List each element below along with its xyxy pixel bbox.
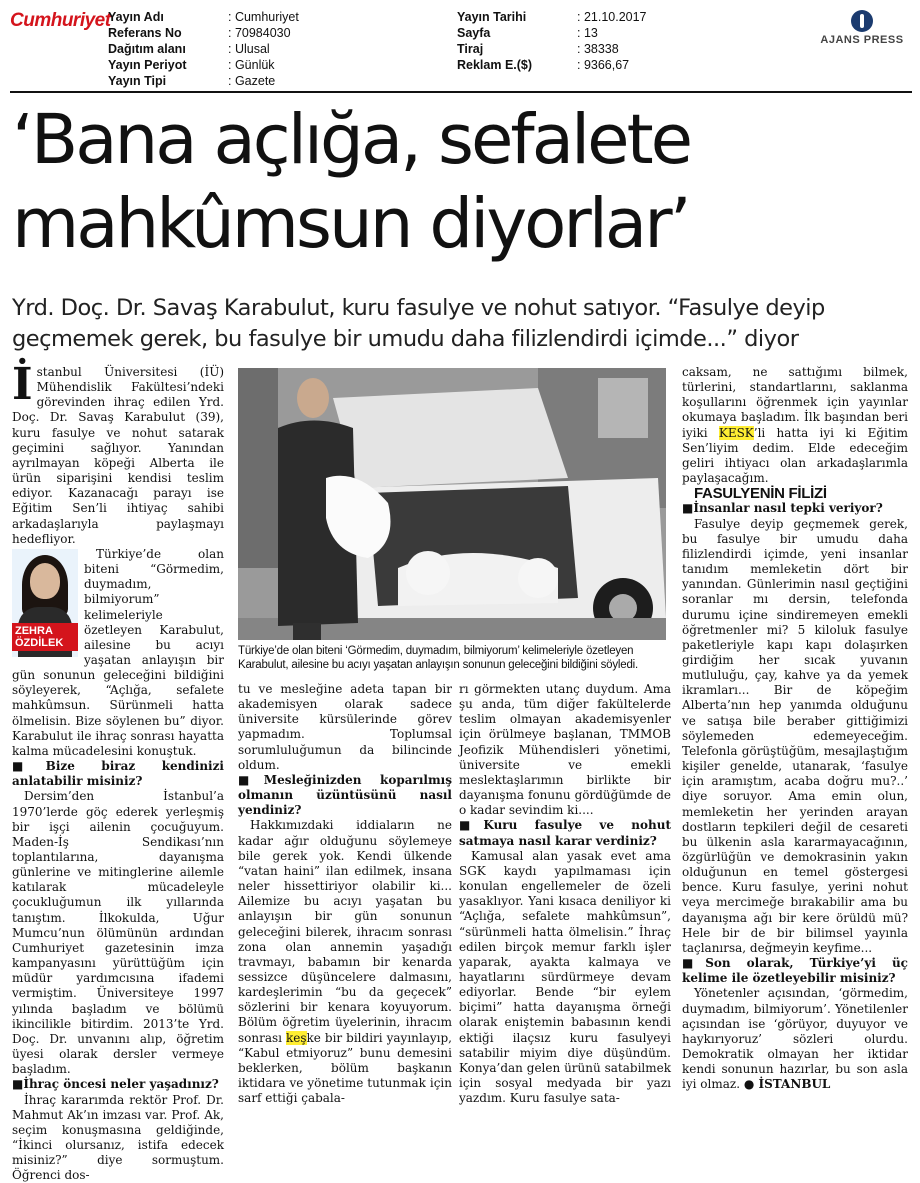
ajans-press-label: AJANS PRESS	[812, 34, 912, 46]
paragraph	[238, 818, 452, 1106]
paragraph: tu ve mesleğine adeta tapan bir akademisyen olarak sadece üniversite kürsülerinde görev yapmadım. Toplumsal sorumluluğumun da bilincinde oldum.	[238, 682, 452, 773]
headline	[12, 98, 912, 266]
paragraph: rı görmekten utanç duydum. Ama şu anda, tüm diğer fakültelerde teslim olmayan akademisyenler için örülmeye başlanan, TMMOB Jeofizik Mühendisleri yönetimi, üniversite ve emekli meslektaşlarımın birlikte bir dayanışma fonunu gördüğümde de o kadar sevindim ki....	[459, 682, 671, 818]
article-column-2	[238, 682, 452, 1106]
paragraph-text: Yönetenler açısından, ‘görmedim, duymadım, bilmiyorum’. Yönetilenler açısından ise ‘görüyor, duyuyor ve haykırıyoruz’ sözleri olurdu. Demokratik olmayan her iktidar kendi sonunun hazırlar, bu son asla iyi olmaz.	[682, 986, 908, 1091]
meta-key: Sayfa	[457, 25, 577, 41]
meta-value: : 9366,67	[577, 57, 629, 73]
meta-key: Yayın Adı	[108, 9, 228, 25]
meta-key: Yayın Periyot	[108, 57, 228, 73]
paragraph: Fasulye deyip geçmemek gerek, bu fasulye bir umudu daha filizlendirdi içimde, yeni insanlar tanıdım memleketin dört bir yanından. Günlerimin nasıl geçtiğini soranlar mı dersin, telefonda durumu içine sindiremeyen emekli öğretmenler mi? 5 kiloluk fasulye paketleriyle kapı kapı dolaşırken girdiğim her sıcak yuvanın mutluluğu, çay, kahve ya da yemek ikramları... Bir de köpeğim Alberta’nın hep yanımda olduğunu ve satışa bile beraber gittiğimizi söylemeden edemeyeceğim. Telefonla görüştüğüm, mesajlaştığım kişiler genelde, utanarak, ‘fasulye için aramıştım, acaba doğru mu?..’ diye soruyor. Ama emin olun, memleketin her yerinden arayan dostların tepkileri değil de cesareti bu ülkenin asla kararmayacağının, özgürlüğün ve demokrasinin yakın olduğunun en temel göstergesi bence. Kuru fasulye, yerini nohut veya mercimeğe bırakabilir ama bu dayanışma ağı bir kere örüldü mü? Hele bir de bir bilimsel yayınla taçlanırsa, değmeyin keyfime...	[682, 517, 908, 957]
paragraph: Kamusal alan yasak evet ama SGK kaydı yapılmaması için konulan engellemeler de özeli yasaklıyor. Yani kısaca deniliyor ki “Açlığa, sefalete mahkûmsun”, “sürünmeli hatta ölmelisin.” İhraç edilen birçok memur farklı işler yaparak, ayakta kalmaya ve hayatlarını sürdürmeye devam ediyorlar. Bende “bir eylem biçimi” hatta dayanışma örneği olarak eniştemin babasının kendi ektiği ilaçsız kuru fasulyeyi satabilir miyim diye düşündüm. Konya’dan gelen ürünü satabilmek için sosyal medyada bir yazı yazdım. Kuru fasulye sata-	[459, 849, 671, 1107]
paragraph	[682, 365, 908, 486]
article-column-1	[12, 365, 224, 1183]
highlighted-word: keş	[286, 1031, 307, 1045]
author-photo	[12, 549, 78, 657]
publication-meta-right	[457, 9, 647, 73]
meta-key: Yayın Tarihi	[457, 9, 577, 25]
ajans-press-logo	[812, 10, 912, 46]
question: ■ İnsanlar nasıl tepki veriyor?	[682, 501, 908, 516]
publication-meta-left	[108, 9, 299, 89]
subheading: FASULYENİN FİLİZİ	[682, 486, 908, 501]
highlighted-word: KESK	[719, 426, 754, 440]
paragraph-text: caksam, ne sattığımı bilmek, türlerini, standartlarını, saklanma koşullarını öğrenmek için yayınlar okumaya başladım. İlk başından beri iyiki	[682, 365, 908, 440]
headline-line-1: ‘Bana açlığa, sefalete	[12, 98, 912, 182]
meta-key: Reklam E.($)	[457, 57, 577, 73]
meta-key: Yayın Tipi	[108, 73, 228, 89]
meta-value: : Cumhuriyet	[228, 9, 299, 25]
ajans-press-icon	[851, 10, 873, 32]
paragraph: İhraç kararımda rektör Prof. Dr. Mahmut Ak’ın imzası var. Prof. Ak, seçim konuşmasına geldiğinde, “İkinci olursanız, istifa edecek misiniz?” diye sormuştum. Öğrenci dos-	[12, 1093, 224, 1183]
meta-key: Tiraj	[457, 41, 577, 57]
meta-value: : 13	[577, 25, 598, 41]
deck-line-2: geçmemek gerek, bu fasulye bir umudu daha filizlendirdi içimde...” diyor	[12, 324, 912, 355]
meta-value: : 38338	[577, 41, 619, 57]
paragraph-text: Hakkımızdaki iddiaların ne kadar ağır olduğunu söylemeye bile gerek yok. Kendi ülkende “vatan haini” ilan edilmek, insana neler hissettiriyor olabilir ki... Ailemize bu acıyı yaşatan bu anlayışın bir gün sonunun geleceğini bilerek, ihracım sonrası zona olan annemin yaşadığı travmayı, babamın bir kenarda sessizce düşüncelere dalmasını, kardeşlerimin “bu da geçecek” sözlerini bir kenara koyuyorum. Bölüm öğretim üyelerinin, ihracım sonrası	[238, 818, 452, 1044]
header-divider	[10, 91, 912, 93]
archive-header	[0, 0, 920, 92]
intro-paragraph	[12, 365, 224, 547]
article-column-3	[459, 682, 671, 1106]
author-name: ZEHRA ÖZDİLEK	[12, 623, 78, 651]
question: ■ Mesleğinizden koparılmış olmanın üzüntüsünü nasıl yendiniz?	[238, 773, 452, 818]
question: ■ İhraç öncesi neler yaşadınız?	[12, 1077, 224, 1092]
paragraph-text: ’li hatta iyi ki Eğitim Sen’liyim dedim. Elde edeceğim geliri ihtiyacı olan arkadaşlarımla paylaşacağım.	[682, 426, 908, 485]
article-photo	[238, 368, 666, 640]
dateline-sign: ● İSTANBUL	[744, 1077, 831, 1091]
meta-value: : Gazete	[228, 73, 275, 89]
paragraph: Türkiye’de olan biteni “Görmedim, duymadım, bilmiyorum” kelimeleriyle özetleyen Karabulut, ailesine bu acıyı yaşatan anlayışın bir gün sonunun geleceğini bildiğini söyleyerek, “Açlığa, sefalete mahkûmsun. Sürünmeli hatta ölmelisin. Bize söylenen bu” diyor. Karabulut ile ihraç sonrası hayatta kalma mücadelesini konuştuk.	[12, 547, 224, 759]
article-column-4	[682, 365, 908, 1093]
question: ■ Kuru fasulye ve nohut satmaya nasıl karar verdiniz?	[459, 818, 671, 848]
paragraph-text: ke bir bildiri yayınlayıp, “Kabul etmiyoruz” bunu demesini beklerken, bölüm başkanın iktidara ve yönetime tutunmak için sarf ettiği çabala-	[238, 1031, 452, 1106]
meta-key: Dağıtım alanı	[108, 41, 228, 57]
meta-key: Referans No	[108, 25, 228, 41]
question: ■ Son olarak, Türkiye’yi üç kelime ile özetleyebilir misiniz?	[682, 956, 908, 986]
author-face	[30, 563, 60, 599]
meta-value: : 21.10.2017	[577, 9, 647, 25]
drop-cap: İ	[12, 365, 33, 405]
deck	[12, 293, 912, 355]
intro-text: stanbul Üniversitesi (İÜ) Mühendislik Fakültesi’ndeki görevinden ihraç edilen Yrd. Doç. Dr. Savaş Karabulut (39), kuru fasulye ve nohut satarak geçimini sağlıyor. Yanından ayrılmayan köpeği Alberta ile ürün siparişini kendisi teslim ediyor. Kazanacağı parayı ise Eğitim Sen’li ihtiyaç sahibi arkadaşlarıyla paylaşmayı hedefliyor.	[12, 365, 224, 546]
paragraph	[682, 986, 908, 1092]
question: ■ Bize biraz kendinizi anlatabilir misiniz?	[12, 759, 224, 789]
paragraph: Dersim’den İstanbul’a 1970’lerde göç ederek yerleşmiş bir işçi ailenin çocuğuyum. Maden-İş Sendikası’nın toplantılarına, dayanışma günlerine ve mitinglerine ailemle katılarak mücadeleyle çocukluğumun ilk yıllarında tanıştım. İlkokulda, Uğur Mumcu’nun ölümünün ardından Cumhuriyet gazetesinin imza kampanyasını yürüttüğüm için müdür yardımcısına ifademi vermiştim. Üniversiteye 1997 yılında başladım ve bölümü ikincilikle bitirdim. 2013’te Yrd. Doç. Dr. unvanını alıp, öğretim üyesi olarak dersler vermeye başladım.	[12, 789, 224, 1077]
photo-caption: Türkiye’de olan biteni ‘Görmedim, duymadım, bilmiyorum’ kelimeleriyle özetleyen Karabulut, ailesine bu acıyı yaşatan anlayışın sonunun geleceğini bildiğini söyledi.	[238, 644, 670, 672]
headline-line-2: mahkûmsun diyorlar’	[12, 182, 912, 266]
meta-value: : Ulusal	[228, 41, 270, 57]
meta-value: : Günlük	[228, 57, 275, 73]
meta-value: : 70984030	[228, 25, 291, 41]
cumhuriyet-logo: Cumhuriyet	[10, 10, 111, 32]
photo-illustration	[238, 368, 666, 640]
deck-line-1: Yrd. Doç. Dr. Savaş Karabulut, kuru fasulye ve nohut satıyor. “Fasulye deyip	[12, 293, 912, 324]
